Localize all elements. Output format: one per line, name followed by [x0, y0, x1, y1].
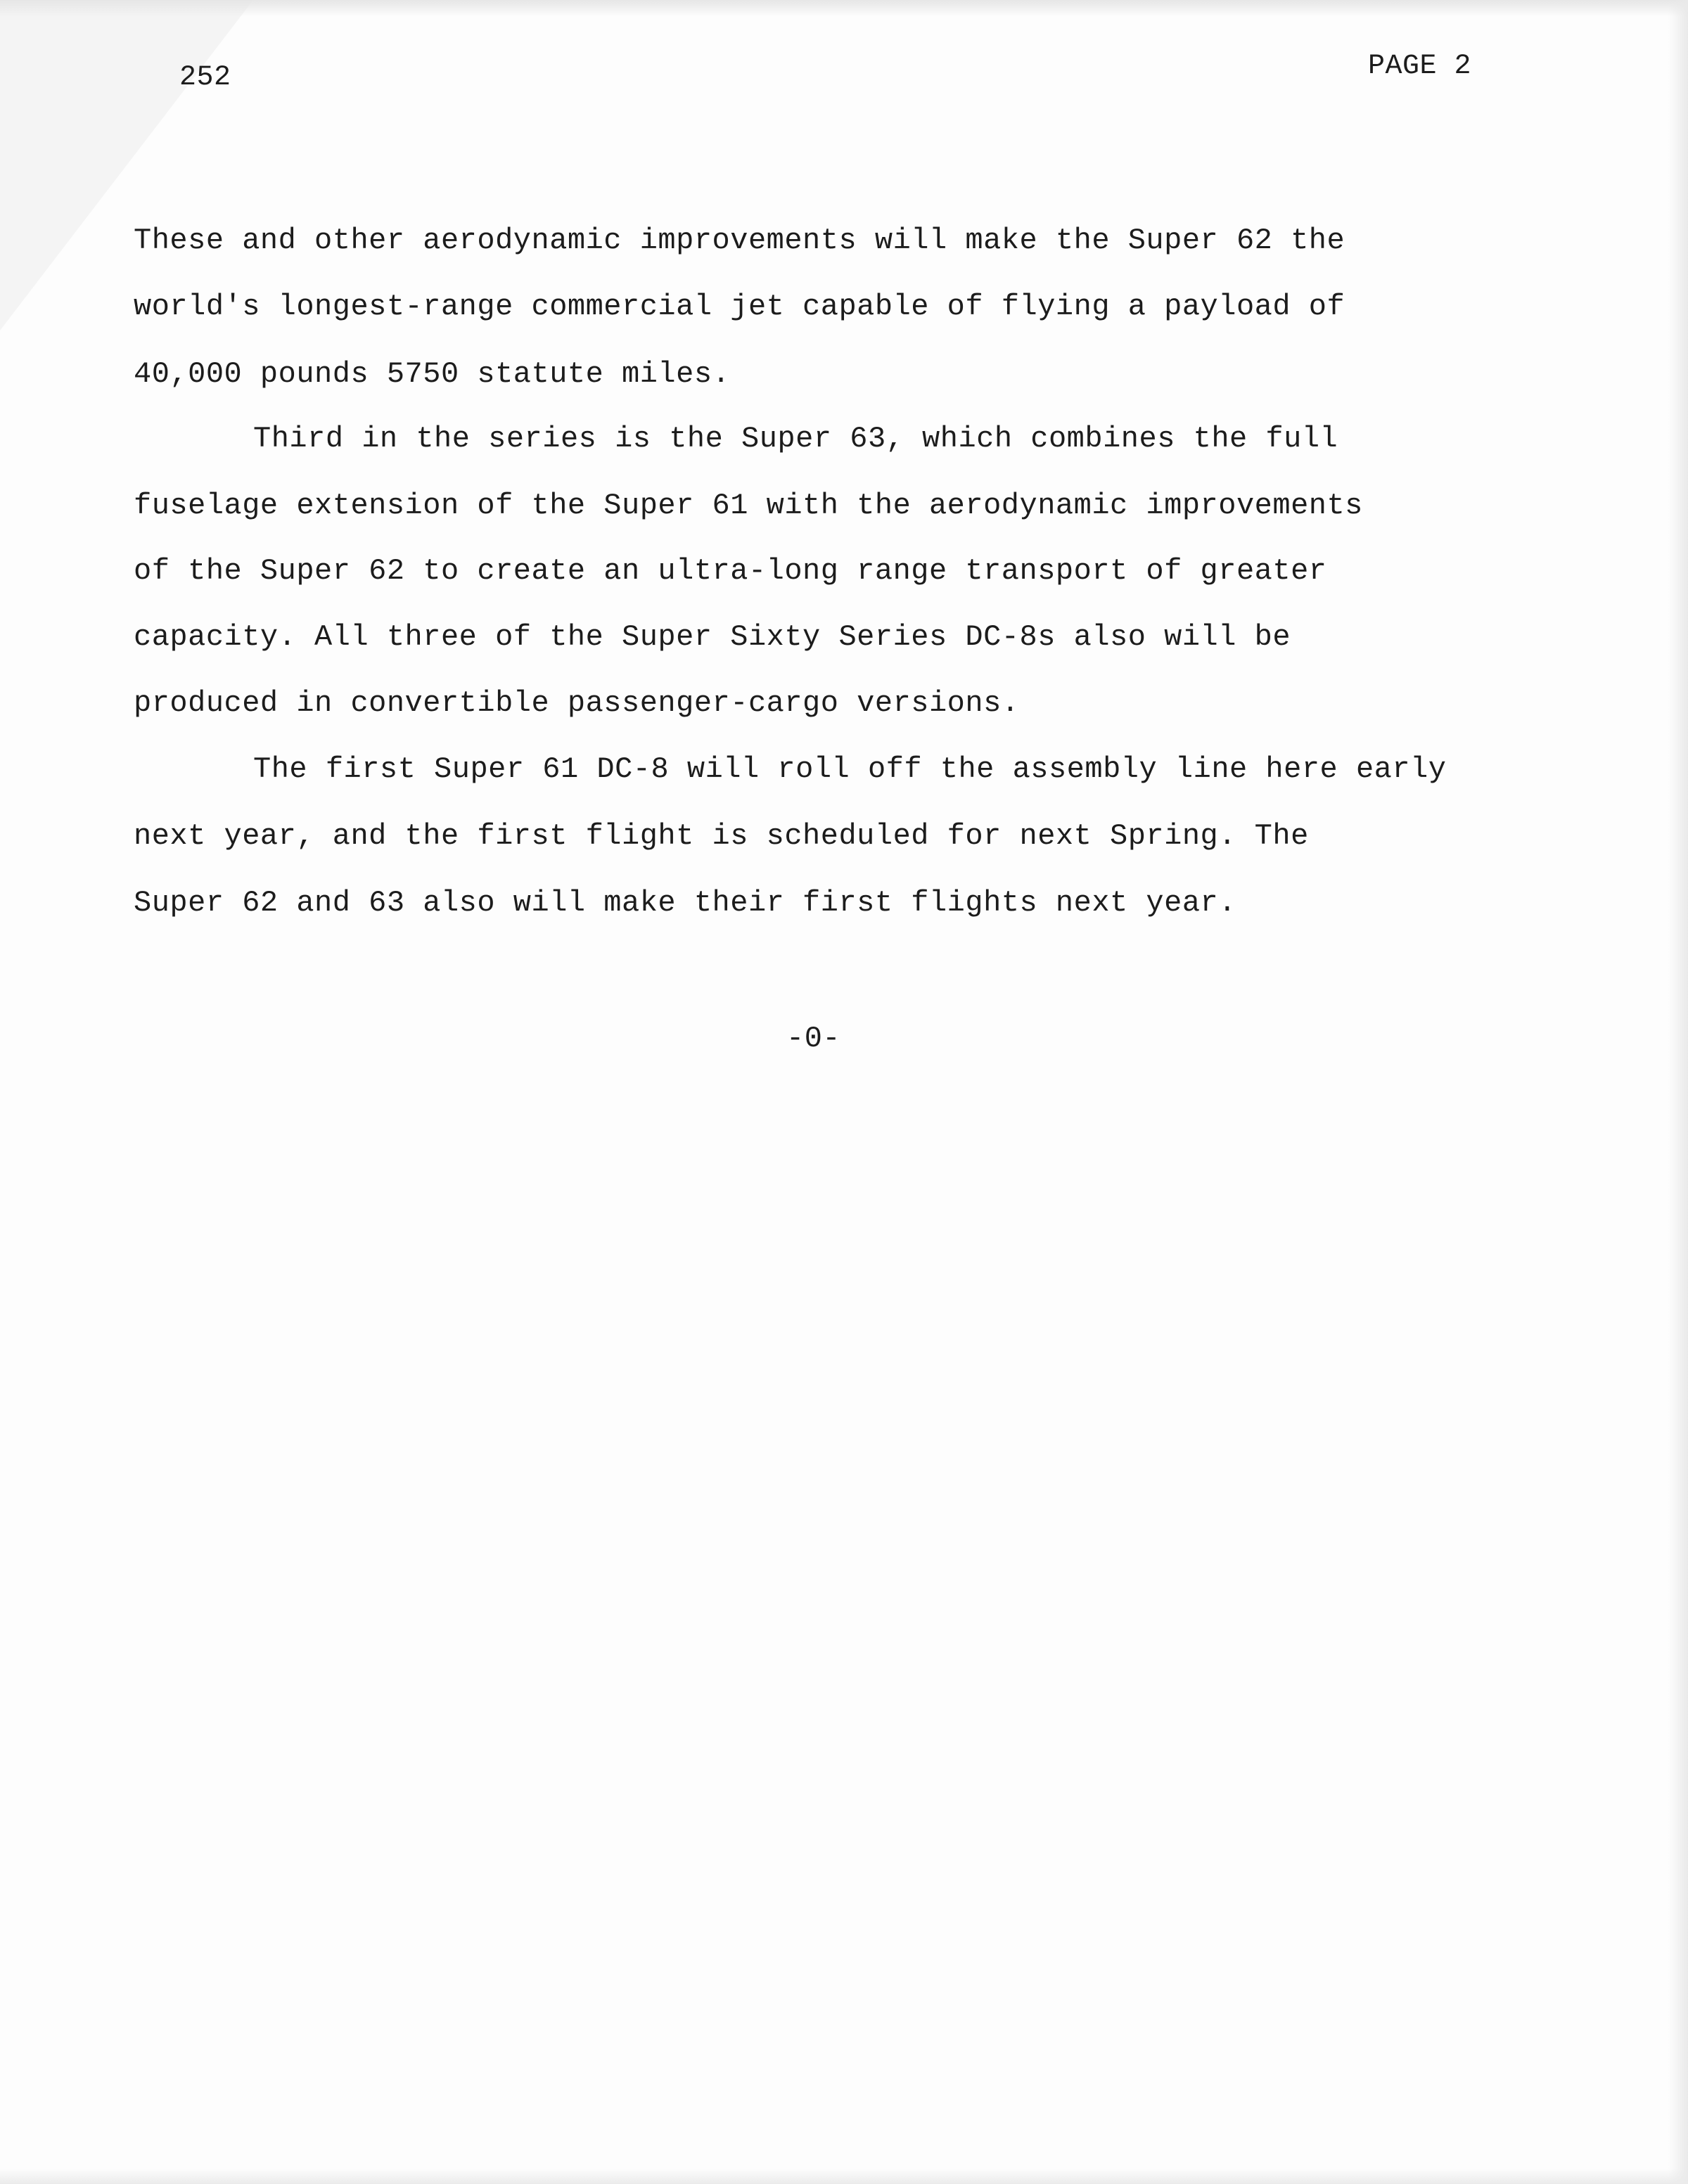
end-of-document-mark: -0-: [786, 1022, 841, 1055]
body-line-4: Third in the series is the Super 63, which combines the full: [253, 422, 1338, 456]
body-line-3: 40,000 pounds 5750 statute miles.: [134, 357, 731, 391]
right-edge-shadow: [1668, 0, 1688, 2184]
folded-corner: [0, 0, 253, 330]
body-line-11: Super 62 and 63 also will make their first flights next year.: [134, 886, 1236, 920]
body-line-6: of the Super 62 to create an ultra-long range transport of greater: [134, 554, 1327, 588]
body-line-10: next year, and the first flight is scheduled for next Spring. The: [134, 819, 1309, 853]
page-number-label: PAGE 2: [1368, 51, 1472, 82]
body-line-8: produced in convertible passenger-cargo versions.: [134, 686, 1020, 720]
body-line-2: world's longest-range commercial jet capable of flying a payload of: [134, 290, 1345, 323]
document-number: 252: [179, 62, 231, 94]
body-line-5: fuselage extension of the Super 61 with the aerodynamic improvements: [134, 489, 1363, 522]
body-line-1: These and other aerodynamic improvements will make the Super 62 the: [134, 224, 1345, 257]
body-line-9: The first Super 61 DC-8 will roll off the assembly line here early: [253, 752, 1447, 786]
bottom-edge-shadow: [0, 2169, 1688, 2184]
body-line-7: capacity. All three of the Super Sixty Series DC-8s also will be: [134, 620, 1291, 654]
top-edge-shadow: [0, 0, 1688, 17]
